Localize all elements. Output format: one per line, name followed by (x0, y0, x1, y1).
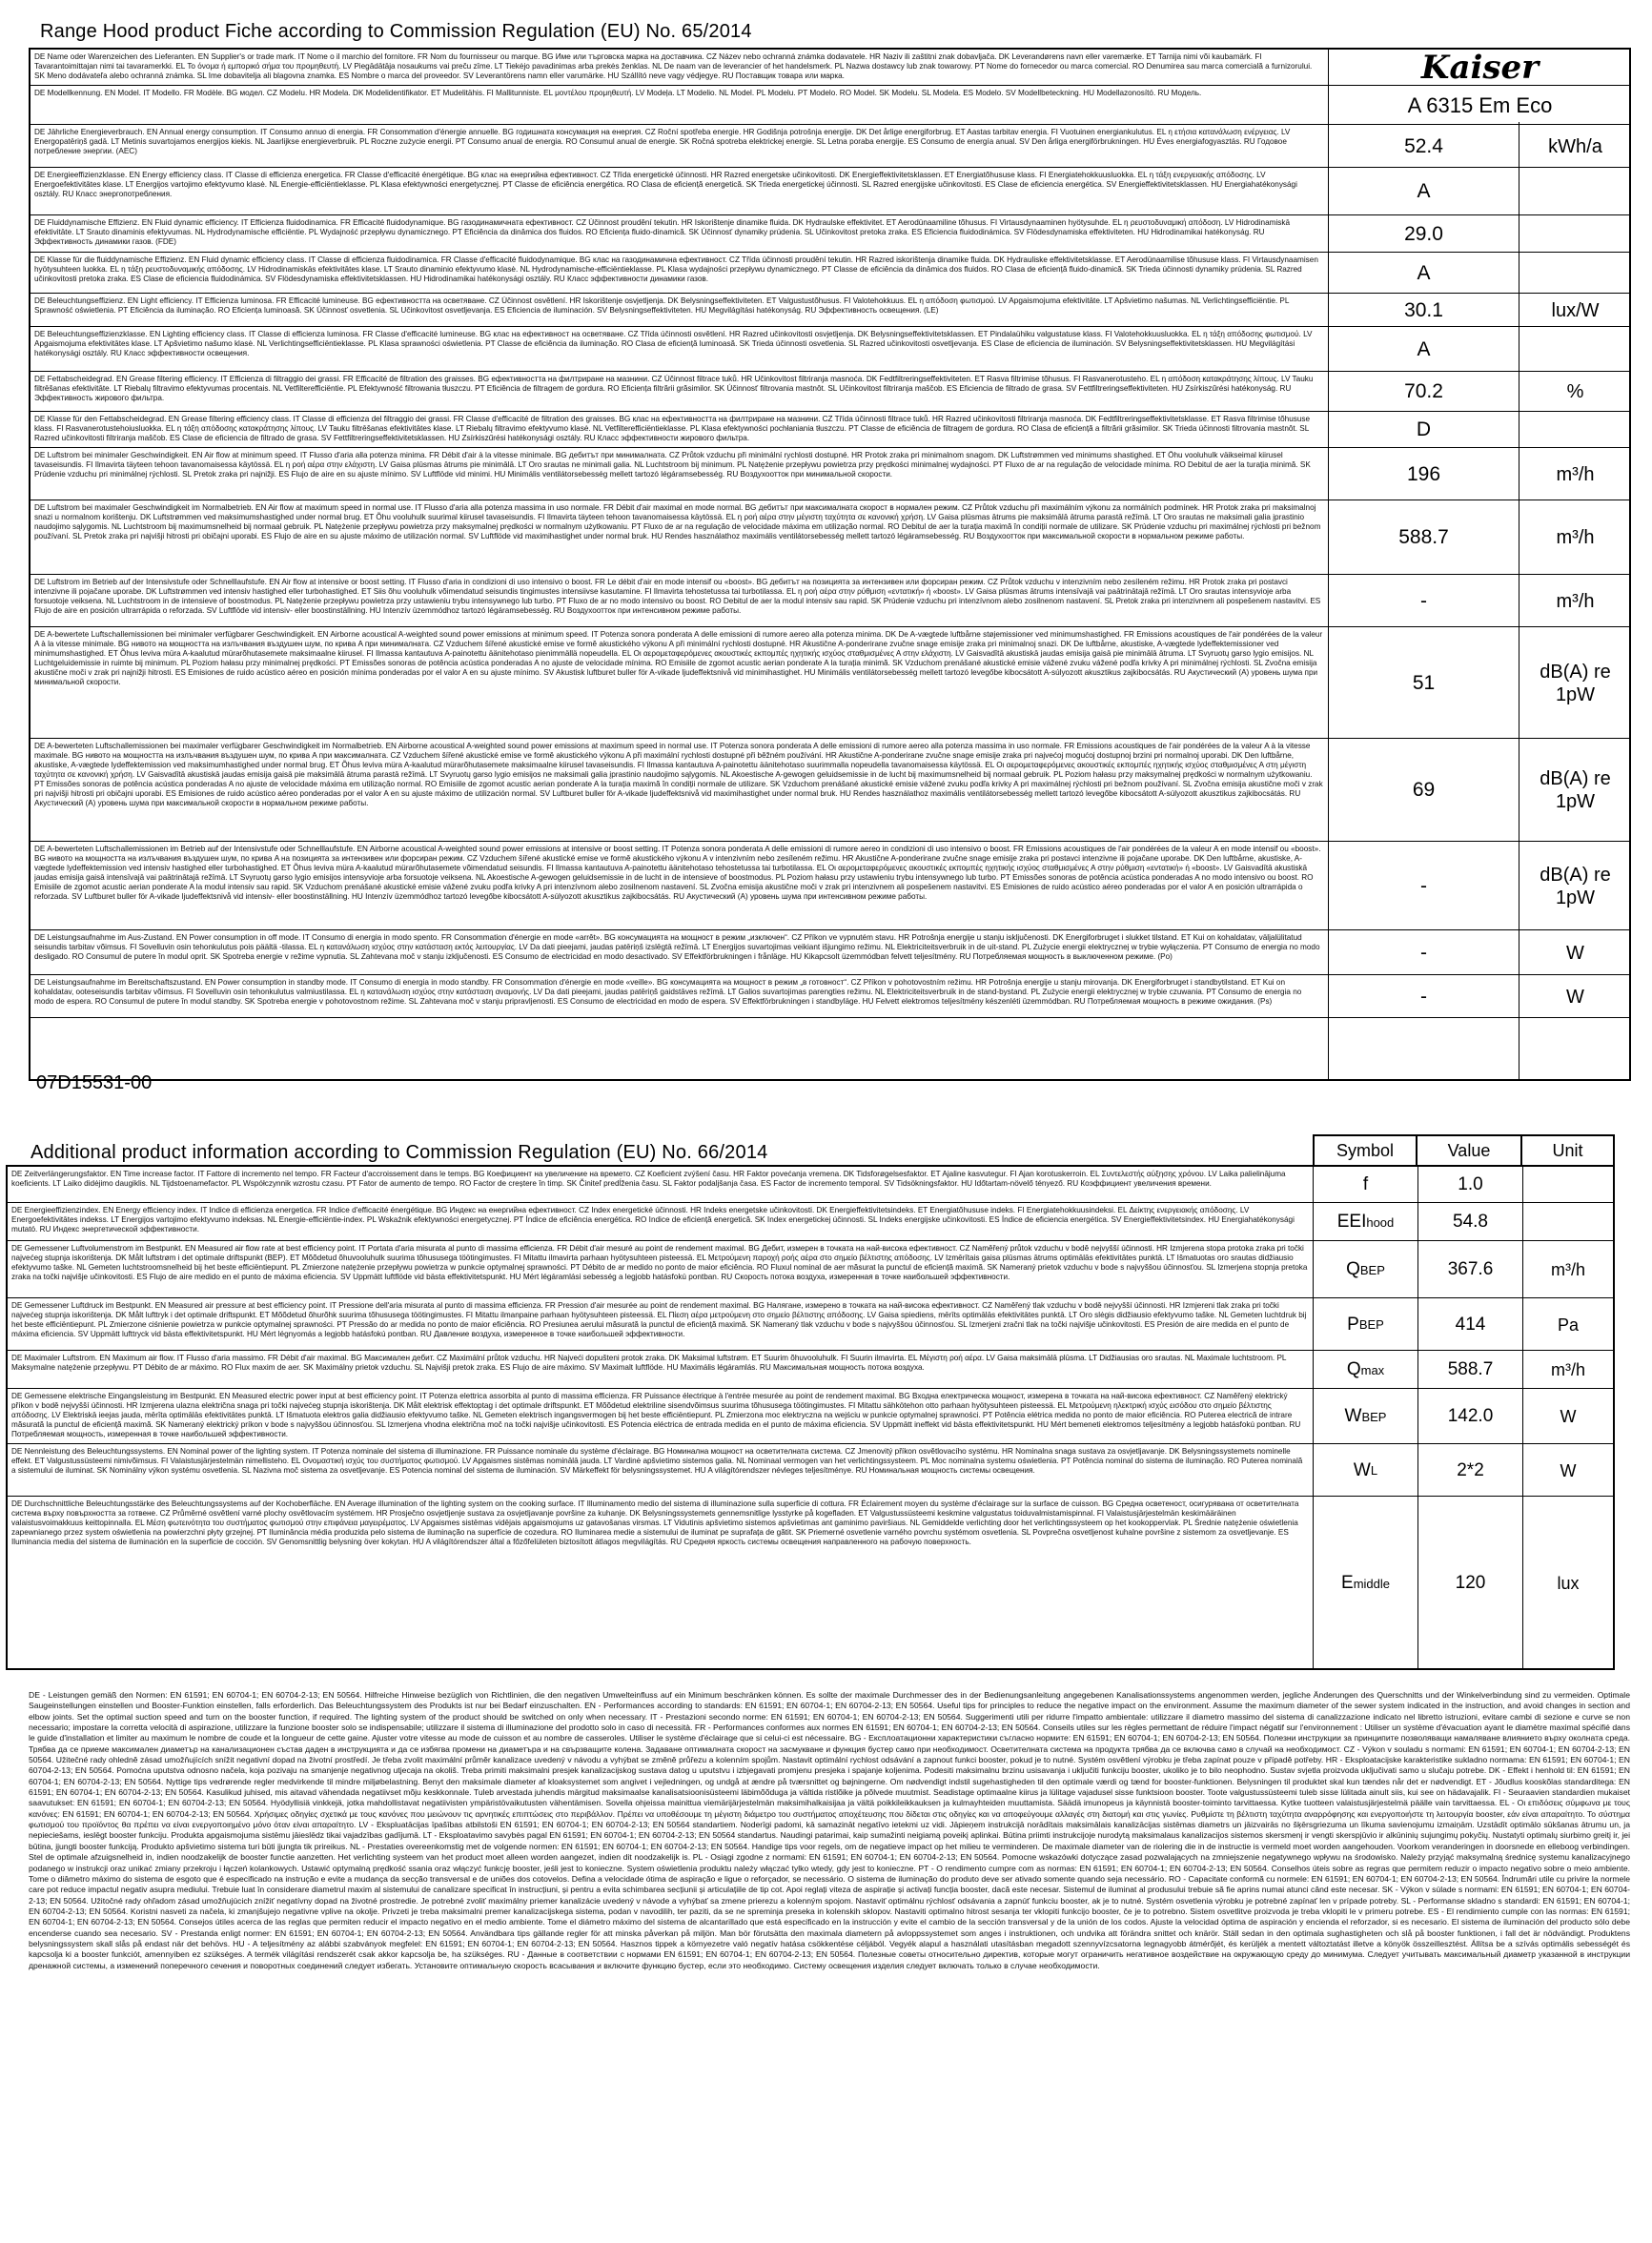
additional-symbol (1314, 1203, 1417, 1241)
fiche-row (31, 448, 1629, 500)
model-name: A 6315 Em Eco (1407, 92, 1553, 117)
additional-unit (1523, 1203, 1613, 1241)
additional-symbol (1314, 1351, 1417, 1389)
additional-symbol (1314, 1241, 1417, 1298)
fiche-row (31, 168, 1629, 215)
fiche-row (31, 327, 1629, 372)
fiche-row-description: DE Energieeffizienzklasse. EN Energy efficiency class. IT Classe di efficienza energetica. FR Classe d'efficacité énergétique. BG клас на енергийна ефективност. CZ Třída energetické účinnosti. HR Razred energetske učinkovitosti. DK Energieffektivitetsklassen. ET Energiatõhususe klass. FI Energiatehokkuusluokka. EL η τάξη ενεργειακής απόδοσης. LV Energoefektivitātes klase. LT Energijos vartojimo efektyvumo klasė. NL Energie-efficiëntieklasse. PL Klasa efektywności energetycznej. PT Classe de eficiência energética. RO Clasa de eficiență energetică. SK Trieda energetickej účinnosti. SL Razred energijske učinkovitosti. ES Clase de eficiencia energética. SV Energieffektivitetsklassen. HU Energiahatékonysági osztály. RU Класс энергопотребления. (34, 171, 1297, 198)
symbol-subscript: hood (1366, 1214, 1395, 1230)
symbol-main: W (1353, 1459, 1371, 1480)
fiche-unit: W (1566, 986, 1584, 1008)
additional-row-description: DE Energieeffizienzindex. EN Energy efficiency index. IT Indice di efficienza energetica. FR Indice d'efficacité énergétique. BG Индекс на енергийна ефективност. CZ Index energetické účinnosti. HR Indeks energetske učinkovitosti. DK Energieffektivitetsindeks. ET Energiatõhususe indeks. FI Energiatehokkuusindeksi. EL Δείκτης ενεργειακής απόδοσης. LV Energoefektivitātes indekss. LT Energijos vartojimo efektyvumo indeksas. NL Energie-efficiëntie-index. PL Wskaźnik efektywności energetycznej. PT Índice de eficiência energética. RO Indice de eficiență energetică. SK Index energetickej účinnosti. SL Indeks energijske učinkovitosti. ES Índice de eficiencia energética. SV Energieffektivitetsindex. HU Energiahatékonysági mutató. RU Индекс энергетической эффективности. (11, 1206, 1295, 1234)
fiche-title: Range Hood product Fiche according to Commission Regulation (EU) No. 65/2014 (40, 21, 752, 42)
additional-unit (1523, 1167, 1613, 1203)
fiche-value: - (1420, 874, 1427, 897)
fiche-unit: % (1566, 381, 1584, 402)
additional-unit: m³/h (1551, 1260, 1585, 1279)
fiche-row (31, 86, 1629, 125)
additional-row (8, 1298, 1613, 1351)
fiche-row (31, 215, 1629, 253)
fiche-unit (1519, 168, 1631, 215)
brand-logo: Kaiser (1420, 49, 1540, 87)
additional-row (8, 1241, 1613, 1298)
fiche-unit: dB(A) re 1pW (1540, 661, 1611, 705)
symbol-subscript: L (1370, 1463, 1378, 1478)
fiche-unit: m³/h (1556, 463, 1595, 485)
fiche-value: 588.7 (1398, 526, 1449, 548)
fiche-unit (1519, 327, 1631, 372)
fiche-row-description: DE A-bewerteten Luftschallemissionen bei maximaler verfügbarer Geschwindigkeit im Normalbetrieb. EN Airborne acoustical A-weighted sound power emissions at maximum speed in normal use. IT Potenza sonora ponderata A delle emissioni di rumore aereo alla potenza massima in uso normale. FR Emissions acoustiques de l'air pondérées de la valeur A à la vitesse maximale. BG нивото на мощността на излъчвания въздушен шум, по крива A при максималната. CZ Vzduchem šířené akustické emise ve formě akustického výkonu A při maximální rychlosti dostupné při běžném používání. HR Akustične A-ponderirane zvučne snage emisije zraka pri najvećoj mogućoj dostupnoj brzini pri normalnoj uporabi. DK Den luftbårne, akustiske, A-vægtede lydeffektemission ved maksimumhastighed under normal brug. ET Õhus leviva müra A-kaalutud mürarõhutasemete maksimaalne kiirusel tavaseisundis. FI Ilmassa kantautuva A-painotettu äänitehotaso suurimmalla nopeudella tavanomaisessa käytössä. EL Οι αερομεταφερόμενες ακουστικές εκπομπές ηχητικής ισχύος σταθμισμένες Α στη μέγιστη ταχύτητα σε κανονική χρήση. LV Gaisvadītā akustiskā jaudas emisija gaisā pie maksimālā ātruma parastā režīmā. LT Svyruotų garso lygio emisijos ne maksimali galia įprastinio naudojimo sąlygomis. NL Akoestische A-gewogen geluidsemissie in de lucht bij maximumsnelheid bij normaal gebruik. PL Poziom hałasu przy maksymalnej prędkości w normalnym użytkowaniu. PT Emissões sonoras de potência acústica ponderadas A no ajuste de velocidade máxima em utilização normal. RO Emisiile de zgomot acustic aerian ponderate A la turația maximă în condiții normale de utilizare. SK Vzduchom prenášané akustické emisie vážené zvuku podľa krivky A pri maximálnej rýchlosti pri bežnom používaní. SL Zvočna emisija akustične moči v zrak pri najvišji hitrosti pri običajni uporabi. ES Emisiones de ruido acústico aéreo ponderadas por el valor A en su ajuste máximo de utilización normal. SV Luftburet buller för A-vikade ljudeffektsnivå vid maximihastighet under normal bruk. HU Rendes használathoz maximális ventilátorsebesség mellett tartozó levegőbe kibocsátott A-súlyozott akusztikus zajkibocsátás. RU Акустический (A) уровень шума при максимальной скорости в нормальном режиме работы. (34, 742, 1323, 807)
additional-unit: W (1560, 1407, 1577, 1426)
fiche-row-description: DE Name oder Warenzeichen des Lieferanten. EN Supplier's or trade mark. IT Nome o il marchio del fornitore. FR Nom du fournisseur ou marque. BG Име или търговска марка на доставчика. CZ Název nebo ochranná známka dodavatele. HR Naziv ili zaštitni znak dobavljača. DK Leverandørens navn eller varemærke. ET Tarnija nimi või kaubamärk. FI Tavarantoimittajan nimi tai tavaramerkki. EL Το όνομα ή εμπορικό σήμα του προμηθευτή. LV Piegādātāja nosaukums vai preču zīme. LT Tiekėjo pavadinimas arba prekės ženklas. NL De naam van de leverancier of het handelsmerk. PL Nazwa dostawcy lub znak towarowy. PT Nome do fornecedor ou marca comercial. RO Denumirea sau marca comercială a furnizorului. SK Meno dodávateľa alebo ochranná známka. SL Ime dobavitelja ali blagovna znamka. ES Nombre o marca del proveedor. SV Leverantörens namn eller varumärke. HU Szállító neve vagy védjegye. RU Поставщик товара или марка. (34, 52, 1313, 80)
additional-value: 120 (1455, 1573, 1486, 1593)
fiche-row (31, 627, 1629, 739)
fiche-row-description: DE Klasse für die fluiddynamische Effizienz. EN Fluid dynamic efficiency class. IT Classe di efficienza fluidodinamica. FR Classe d'efficacité fluidodynamique. BG клас на газодинамична ефективност. CZ Třída účinnosti proudění tekutin. HR Razred iskorištenja dinamike fluida. DK Hydrauliske effektivitetsklasse. ET Aerodünaamilise tõhususe klass. FI Virtausdynaamisen hyötysuhteen luokka. EL η τάξη ρευστοδυναμικής απόδοσης. LV Hidrodinamiskās efektivitātes klase. LT Srauto dinaminio efektyvumo klasė. NL Hydrodynamische-efficiëntieklasse. PL Klasa wydajności przepływu dynamicznego. PT Classe de eficiência da dinâmica dos fluidos. RO Clasa de eficiență fluido-dinamică. SK Trieda účinnosti dynamiky prúdenia. SL Razred učinkovitosti pretoka zraka. ES Clase de eficiencia fluidodinámica. SV Flödesdynamiska effektivitetsklassen. HU Hidrodinamikai hatékonysági osztály. RU Класс эффективности динамики газов. (34, 255, 1318, 283)
additional-unit: m³/h (1551, 1360, 1585, 1379)
symbol-main: P (1347, 1314, 1359, 1335)
additional-value: 1.0 (1458, 1174, 1483, 1194)
symbol-main: f (1362, 1174, 1369, 1194)
fiche-row (31, 50, 1629, 86)
fiche-value: 30.1 (1404, 298, 1443, 321)
header-symbol: Symbol (1313, 1134, 1417, 1167)
fiche-row (31, 842, 1629, 930)
fiche-value: D (1416, 418, 1432, 440)
symbol-subscript: max (1360, 1362, 1385, 1377)
fiche-row (31, 412, 1629, 448)
standards-notes: DE - Leistungen gemäß den Normen: EN 61591; EN 60704-1; EN 60704-2-13; EN 50564. Hilfreiche Hinweise bezüglich von Richtlinien, die den negativen Umwelteinfluss auf ein Minimum beschränken können. Es sollte der maximale Durchmesser des in der Bedienungsanleitung angegebenen Kanalisationssystems angenommen werden, jegliche Änderungen des Querschnitts und der Winkelverbindung sind zu vermeiden. Optimale Saugeinstellungen einstellen und Booster-Funktion einstellen, falls erforderlich. Das Beleuchtungssystem des Produkts ist nur bei Bedarf einzuschalten. EN - Performances according to standards: EN 61591; EN 60704-1; EN 60704-2-13; EN 50564. Useful tips for principles to reduce the negative impact on the environment. Assume the maximum diameter of the sewer system indicated in the instruction, and avoid changes in section and elbow joints. Set the optimal suction speed and turn on the booster function, if required. The lighting system of the product should be switched on only when necessary. IT - Prestazioni secondo norme: EN 61591; EN 60704-1; EN 60704-2-13; EN 50564. Suggerimenti utili per ridurre l'impatto ambientale: utilizzare il diametro massimo del sistema di canalizzazione indicato nel libretto istruzioni, evitare cambi di sezione e curve se non necessario; impostare la corretta velocità di aspirazione, utilizzare la funzione booster solo se indispensabile; utilizzare il sistema di illuminazione del prodotto solo in caso di necessità. FR - Performances conformes aux normes EN 61591; EN 60704-1; EN 60704-2-13; EN 50564. Conseils utiles sur les règles permettant de réduire l'impact négatif sur l'environnement : Utiliser un système d'évacuation ayant le diamètre maximal spécifié dans le guide d'installation et limiter au maximum le nombre de coude et la longueur de cette gaine. Ajuster votre vitesse au mode de cuisson et au nombre de casseroles. Utiliser le système d'éclairage que si celui-ci est nécessaire. BG - Експлоатационни характеристики съгласно нормите: EN 61591; EN 60704-1; EN 60704-2-13; EN 50564. Полезни инструкции за принципите позволяващи намаляване влиянието върху околната среда. Трябва да се приеме максимален диаметър на канализационен състав даден в инструкцията и да се избягва промени на диаметъра и на свързващите колена. Задаване оптималната скорост на засмукване и функция бустер само при необходимост. Осветителната система на продукта трябва да се включва само в случай на необходимост. CZ - Výkon v souladu s normami: EN 61591; EN 60704-1; EN 60704-2-13; EN 50564. Užitečné rady ohledně zásad umožňujících snížit negativní dopad na životní prostředí. Je třeba zvolit maximální průměr kanalizace uvedený v návodu a vyhýbat se změně průřezu a kolenním spojům. Nastavit optimální rychlost odsávání a zapnout funkci booster, pokud je to nutné. Systém osvětlení výrobku je třeba zapínat pouze v případě potřeby. HR - Eksploatacijske karakteristike sukladno normama: EN 61591; EN 60704-1; EN 60704-2-13; EN 50564. Pomoćna uputstva odnosno načela, koja pozivaju na smanjenje negativnog utjecaja na okoliš. Treba primiti maksimalni presjek kanalizacijskog sustava datog u uputstvu i izbjegavati promjenu presjeka i spajanje koljenima. Podesiti maksimalnu brzinu usisavanja i uključiti funkciju booster, ukoliko je to bilo neophodno. Sustav svjetla proizvoda uključivati samo u slučaju potrebe. DK - Effekt i henhold til: EN 61591; EN 60704-1; EN 60704-2-13; EN 50564. Nyttige tips vedrørende regler medvirkende til mindre miljøbelastning. Benyt den maksimale diameter af kloaksystemet som angivet i vejledningen, og undgå at ændre på tværsnittet og bøjningerne. Om nødvendigt indstil sugehastigheden til den optimale værdi og tænd for booster-funktionen. Belysningen til produktet skal kun tændes når det er nødvendigt. ET - Jõudlus kooskõlas standarditega: EN 61591; EN 60704-1; EN 60704-2-13; EN 50564. Kasulikud juhised, mis aitavad vähendada negatiivset mõju keskkonnale. Tuleb arvestada juhendis märgitud maksimaalse kanalisatsioonisüsteemi läbimõõduga ja vältida ristlõike ja põlvede muutmist. Seadistage optimaalne kiirus ja lülitage vajadusel sisse funktsioon booster. Toote valgustussüsteemi tuleb sisse lülitada ainult siis, kui see on hädavajalik. FI - Seuraavien standardien mukaiset saavutukset: EN 61591; EN 60704-1; EN 60704-2-13; EN 50564. Hyödyllisiä vinkkejä, jotka mahdollistavat negatiivisten ympäristövaikutusten vähentämisen. Sovella ohjeissa mainittua viemärijärjestelmän maksimihalkaisijaa ja vältä poikkileikkauksen ja kulmayhteiden muuttamista. Säädä imunopeus ja käynnistä booster-toiminto tarvittaessa. Kytke tuotteen valaistusjärjestelmä päälle vain tarvittaessa. EL - Οι επιδόσεις σύμφωνα με τους κανόνες: EN 61591; EN 60704-1; EN 60704-2-13; EN 50564. Χρήσιμες οδηγίες σχετικά με τους κανόνες που μειώνουν τις αρνητικές επιπτώσεις στο περιβάλλον. Πρέπει να υποθέσουμε τη μέγιστη διάμετρο του συστήματος αποχέτευσης που δίδεται στις οδηγίες και να αποφεύγουμε αλλαγές στη διατομή και στις γωνίες. Ρυθμίστε τη βέλτιστη ταχύτητα αναρρόφησης και ενεργοποιήστε τη λειτουργία booster, εάν είναι απαραίτητο. Το σύστημα φωτισμού του προϊόντος θα πρέπει να είναι ενεργοποιημένο μόνο όταν είναι απαραίτητο. LV - Ekspluatācijas īpašības atbilstoši EN 61591; EN 60704-1; EN 60704-2-13; EN 50564 standartiem. Noderīgi padomi, kā samazināt negatīvo ietekmi uz vidi. Jāpieņem instrukcijā norādītais maksimālais kanalizācijas sistēmas diametrs un jāizvairās no šķērsgriezuma un līkuma savienojumu izmaiņām. Uzstādīt optimālo sūkšanas ātrumu un, ja nepieciešams, ieslēgt booster funkciju. Produkta apgaismojuma sistēmu jāieslēdz tikai vajadzības gadījumā. LT - Eksploatavimo savybės pagal EN 61591; EN 60704-1; EN 60704-2-13; EN 50564 standartus. Naudingi patarimai, kaip sumažinti neigiamą poveikį aplinkai. Būtina priimti instrukcijoje nurodytą maksimalaus kanalizacijos sistemos skersmenį ir vengti skerspjūvio ir alkūninių sujungimų pokyčių. Nustatyti optimalų siurbimo greitį ir, jei būtina, įjungti booster funkciją. Produkto apšvietimo sistema turi būti įjungta tik prireikus. NL - Prestaties overeenkomstig met de volgende normen: EN 61591; EN 60704-1; EN 60704-2-13; EN 50564. Handige tips voor regels, om de negatieve impact op het milieu te verminderen. De maximale diameter van de riolering die in de instructie is vermeld moet worden aangehouden. Voorkom veranderingen in doorsnede en elleboog verbindingen. Stel de optimale afzuigsnelheid in, indien noodzakelijk de booster functie aanzetten. Het verlichting systeem van het product moet alleen worden aangezet, indien dit noodzakelijk is. PL - Osiągi zgodne z normami: EN 61591; EN 60704-1; EN 60704-2-13; EN 50564. Pomocne wskazówki dotyczące zasad pozwalających na zmniejszenie negatywnego wpływu na środowisko. Należy przyjąć maksymalną średnicę systemu kanalizacyjnego podanego w instrukcji oraz unikać zmiany przekroju i łączeń kolankowych. Ustawić optymalną prędkość ssania oraz włączyć funkcję booster, jeśli jest to konieczne. System oświetlenia produktu należy włączać tylko wtedy, gdy jest to konieczne. PT - O rendimento cumpre com as normas: EN 61591; EN 60704-1; EN 60704-2-13; EN 50564. Conselhos úteis sobre as regras que permitem reduzir o impacto negativo sobre o meio ambiente. Tome o diâmetro máximo do sistema de esgoto que é especificado na instrução e evite a mudança da secção transversal e de uniões dos cotovelos. Defina a velocidade ótima de aspiração e ligue o reforçador, se necessário. O sistema de iluminação do produto deve ser ativado somente quando seja necessário. RO - Capacitate conformă cu normele: EN 61591; EN 60704-1; EN 60704-2-13; EN 50564. Îndrumări utile cu privire la normele care pot reduce impactul negativ asupra mediului. Trebuie luat în considerare diametrul maxim al sistemului de canalizare specificat în instrucțiuni, și pentru a evita schimbarea secțiunii și articulațiile de tip cot. Apoi reglați viteza de aspirație și activați funcția booster, dacă este necesar. Sistemul de iluminat al produsului trebuie să fie aprins numai atunci când este necesar. SK - Výkon v súlade s normami: EN 61591; EN 60704-1; EN 60704-2-13; EN 50564. Užitočné rady ohľadom zásad umožňujúcich znížiť negatívny dopad na životné prostredie. Je potrebné zvoliť maximálny priemer kanalizácie uvedený v návode a vyhýbať sa zmene prierezu a kolenným spojom. Nastaviť optimálnu rýchlosť odsávania a zapnúť funkciu booster, ak je to nutné. Systém osvetlenia výrobku je potrebné zapínať len v prípade potreby. SL - Performanse skladno s standardi: EN 61591; EN 60704-1; EN 60704-2-13; EN 50564. Koristni nasveti za načela, ki zmanjšujejo negativne vplive na okolje. Privzeti je treba maksimalni premer kanalizacijskega sistema, podan v navodilih, ter paziti, da se ne spreminja preseka in kolenskih sklopov. Nastaviti optimalno hitrost sesanja ter vklopiti funkcijo booster, če je to potrebno. Sistem osvetlitve proizvoda je treba vklopiti le v primeru potrebe. ES - El rendimiento cumple con las normas: EN 61591; EN 60704-1; EN 60704-2-13; EN 50564. Consejos útiles acerca de las reglas que permiten reducir el impacto negativo en el medio ambiente. Tome el diámetro máximo del sistema de alcantarillado que está especificado en la instrucción y evite el cambio de la sección transversal y de la unión de los codos. Ajuste la velocidad óptima de aspiración y encienda el reforzador, si es necesario. El sistema de iluminación del producto sólo debe encenderse cuando sea necesario. SV - Prestanda enligt normer: EN 61591; EN 60704-1; EN 60704-2-13; EN 50564. Användbara tips gällande regler för att minska påverkan på miljön. Man bör förutsätta den maximala diametern på avloppssystemet som anges i instruktionen, och undvika att förändra snittet och knärör. Ställ sedan in den optimala sughastigheten och slå på booster funktionen, i fall det är nödvändigt. Produktens belysningssystem skall slås på endast när det behövs. HU - A teljesítmény az alábbi szabványok megfelel: EN 61591; EN 60704-1; EN 60704-2-13; EN 50564. Hasznos tippek a környezetre való negatív hatása csökkentése céljából. Vegyék alapul a használati utasításban megadott szennyvízcsatorna legnagyobb átmérőjét, és kerüljék a mentett változtatást illetve a könyök összeillesztést. Állítsa be a szívás optimális sebességét és kapcsolja ki a booster funkciót, amennyiben ez szükséges. A termék világítási rendszerét csak akkor kapcsolja be, ha szükséges. RU - Данные в соответствии с нормами EN 61591; EN 60704-1; EN 60704-2-13; EN 50564. Полезные советы относительно директив, которые могут ограничить негативное воздействие на окружающую среду до минимума. Следует учитывать максимальный диаметр указанной в инструкции дренажной системы, а изменений поперечного сечения и поворотных соединений следует избегать. Установите оптимальную скорость всасывания и включите функцию бустер, если это необходимо. Систему освещения изделия следует включать только в случае необходимости. (29, 1690, 1630, 1970)
fiche-value: A (1417, 337, 1431, 360)
fiche-row (31, 125, 1629, 168)
additional-table (6, 1165, 1615, 1670)
fiche-row-description: DE Luftstrom im Betrieb auf der Intensivstufe oder Schnelllaufstufe. EN Air flow at intensive or boost setting. IT Flusso d'aria in condizioni di uso intensivo o boost. FR Le débit d'air en mode intensif ou «boost». BG дебитът на позицията за интензивен или форсиран режим. CZ Průtok vzduchu v intenzivním nebo zesíleném režimu. HR Protok zraka pri postavci intenzivne ili pojačane uporabe. DK Luftstrømmen ved intensiv hastighed eller turbohastighed. ET Siis õhu vooluhulk võimendatud seisundis tingimustes intensiivse kasutamine. FI Ilmavirta tehostetussa tai turbotilassa. EL η ροή αέρα στην ρύθμιση «εντατική» ή «boost». LV Gaisa plūsmas ātrums intensīvajā vai paātrinātajā režīmā. LT Oro srautas intensyvioje arba forsuotoje veiksena. NL Luchtstroom in de intensieve of boostmodus. PL Natężenie przepływu powietrza przy ustawieniu trybu intensywnego lub turbo. PT Fluxo de ar no modo intensivo ou boost. RO Debitul de aer la modul intensiv sau rapid. SK Prúdenie vzduchu pri intenzívnom alebo zosilnenom nastavení. SL Pretok zraka pri intenzivnem ali pospešenem nastavitvi. ES Flujo de aire en posición ultrarrápida o reforzada. SV Luftflöde vid intensiv- eller boostinställning. HU Intenzív üzemmódhoz tartozó légáramsebesség. RU Воздухоотток при интенсивном режиме работы. (34, 578, 1321, 615)
symbol-main: EEI (1336, 1212, 1367, 1232)
fiche-value: - (1420, 985, 1427, 1008)
symbol-main: E (1341, 1573, 1354, 1593)
header-unit: Unit (1520, 1134, 1615, 1167)
additional-row-description: DE Zeitverlängerungsfaktor. EN Time increase factor. IT Fattore di incremento nel tempo. FR Facteur d'accroissement dans le temps. BG Коефициент на увеличение на времето. CZ Koeficient zvýšení času. HR Faktor povećanja vremena. DK Tidsforøgelsesfaktor. ET Ajaline kasvutegur. FI Ajan korotuskerroin. EL Συντελεστής αύξησης χρόνου. LV Laika palielinājuma koeficients. LT Laiko didėjimo daugiklis. NL Tijdstoenamefactor. PL Współczynnik wzrostu czasu. PT Fator de aumento de tempo. RO Factor de creștere în timp. SK Činiteľ predĺženia času. SL Faktor podaljšanja časa. ES Factor de incremento temporal. SV Tidsökningsfaktor. HU Időtartam-növelő tényező. RU Коэффициент увеличения времени. (11, 1170, 1286, 1188)
additional-value: 2*2 (1457, 1459, 1484, 1480)
fiche-unit: lux/W (1551, 299, 1600, 321)
fiche-row (31, 930, 1629, 975)
fiche-unit (1519, 253, 1631, 294)
additional-row (8, 1389, 1613, 1444)
additional-title: Additional product information according to Commission Regulation (EU) No. 66/2014 (31, 1142, 768, 1163)
symbol-subscript: middle (1353, 1576, 1390, 1591)
additional-row (8, 1444, 1613, 1497)
header-value: Value (1416, 1134, 1522, 1167)
fiche-row (31, 739, 1629, 842)
fiche-value: A (1417, 261, 1431, 284)
fiche-row-description: DE Modellkennung. EN Model. IT Modello. FR Modèle. BG модел. CZ Modelu. HR Modela. DK Modelidentifikator. ET Mudelitähis. FI Mallitunniste. EL μοντέλου προμηθευτή. LV Modeļa. LT Modelio. NL Model. PL Modelu. PT Modelo. RO Model. SK Modelu. SL Modela. ES Modelo. SV Modellbeteckning. HU Modellazonosító. RU Модель. (34, 89, 1202, 97)
fiche-unit: dB(A) re 1pW (1540, 768, 1611, 812)
fiche-row-description: DE Klasse für den Fettabscheidegrad. EN Grease filtering efficiency class. IT Classe di efficienza del filtraggio dei grassi. FR Classe d'efficacité de filtration des graisses. BG клас на ефективността на филтриране на мазнини. CZ Třída účinnosti filtrace tuků. HR Razred učinkovitosti filtriranja masnoća. DK Fedtfiltreringseffektivitetsklasse. ET Rasva filtrimise tõhususe klass. FI Rasvanerotustehoiusluokka. EL η τάξη απόδοσης κατακράτησης λίπους. LV Tauku filtrēšanas efektivitātes klase. LT Riebalų filtravimo efektyvumo klasė. NL Vetfilterefficiëntieklasse. PL Klasa efektywności pochłaniania tłuszczu. PT Classe de eficiência de filtragem de gordura. RO Clasa de eficiență a filtrării grăsimilor. SK Trieda účinnosti filtrovania mastnôt. SL Razred učinkovitosti filtriranja maščob. ES Clase de eficiencia de filtrado de grasa. SV Fettfiltreringseffektivitetsklassen. HU Zsírkiszűrési hatékonysági osztály. RU Класс эффективности жирового фильтра. (34, 415, 1311, 442)
additional-unit: Pa (1557, 1315, 1580, 1335)
document-number: 07D15531-00 (36, 1072, 153, 1093)
fiche-row (31, 575, 1629, 627)
fiche-unit: m³/h (1556, 590, 1595, 612)
fiche-value: 196 (1406, 462, 1441, 485)
fiche-row (31, 372, 1629, 412)
fiche-value: 51 (1412, 671, 1436, 694)
fiche-unit (1519, 412, 1631, 448)
additional-row (8, 1203, 1613, 1241)
additional-value: 414 (1455, 1314, 1486, 1335)
additional-value: 54.8 (1453, 1212, 1488, 1232)
fiche-row-description: DE A-bewertete Luftschallemissionen bei minimaler verfügbarer Geschwindigkeit. EN Airborne acoustical A-weighted sound power emissions at minimum speed. IT Potenza sonora ponderata A delle emissioni di rumore aereo alla potenza minima. DK De A-vægtede luftbårne støjemissioner ved minimumshastighed. FR Emissions acoustiques de l'air pondérées de la valeur A à la vitesse minimale. BG нивото на мощността на излъчвания въздушен шум, по крива A при минималната. CZ Vzduchem šířené akustické emise ve formě akustického výkonu A při minimální rychlosti dostupné. HR Akustične A-ponderirane zvučne snage emisije zraka pri minimalnoj snazi. DK De luftbårne, akustiske, A-vægtede lydeffektemissioner ved minimumshastighed. ET Õhus leviva müra A-kaalutud mürarõhutasemete maksimaalne kiirusel. FI Ilmassa kantautuva A-painotettu äänitehotaso pienimmällä nopeudella. EL Οι αερομεταφερόμενες ακουστικές εκπομπές ηχητικής ισχύος σταθμισμένες Α στην ελάχιστη. LV Gaisvadītā akustiskā jaudas emisija gaisā pie minimālā ātruma. LT Svyruotų garso lygio emisijos. NL Luchtgeluidemissie in ruimte bij minimum. PL Poziom hałasu przy minimalnej prędkości. PT Emissões sonoras de potência acústica ponderadas A no ajuste de velocidade mínima. RO Emisiile de zgomot acustic aerian ponderate A la turația minimă. SK Vzduchom prenášané akustické emisie vážené zvuku vážené podľa krivky A pri minimálnej rýchlosti. SL Zvočna emisija akustične moči v zrak pri najnižji hitrosti. ES Emisiones de ruido acústico aéreo en posición mínima ponderadas por el valor A en su ajuste mínimo. SV Akustisk luftburet buller för A-vikade ljudeffektsnivå vid minimihastighet. HU Minimális ventilátorsebesség mellett tartozó levegőbe kibocsátott A-súlyozott akusztikus zajkibocsátás. RU Акустический (A) уровень шума при минимальной скорости. (34, 630, 1323, 686)
fiche-value: - (1420, 941, 1427, 964)
fiche-row-description: DE Leistungsaufnahme im Bereitschaftszustand. EN Power consumption in standby mode. IT Consumo di energia in modo standby. FR Consommation d'énergie en mode «veille». BG консумацията на мощност в режим „в готовност“. CZ Příkon v pohotovostním režimu. HR Potrošnja energije u stanju mirovanja. DK Energiforbruget i standbytilstand. ET Kui on kohaldatav, ooteseisundis tarbitav võimsus. FI Sovelluvin osin tehonkulutus valmiustilassa. EL η κατανάλωση ισχύος στην κατάσταση αναμονής. LV Da dati pieejami, jaudas patēriņš gaidstāves režīmā. LT Galios suvartojimas parengties režimu. NL Elektriciteitsverbruik in de stand-bystand. PL Zużycie energii elektrycznej w trybie czuwania. PT Consumo de energia no modo de espera. RO Consumul de putere în modul standby. SK Spotreba energie v pohotovostnom režime. SL Zahtevana moč v stanju pripravljenosti. ES Consumo de electricidad en modo de espera. SV Effektförbrukningen i standbyläge. HU Felvett elektromos teljesítmény készenléti üzemmódban. RU Потребляемая мощность в режиме ожидания. (Ps) (34, 978, 1302, 1006)
fiche-row (31, 975, 1629, 1018)
fiche-unit (1519, 215, 1631, 253)
fiche-row-description: DE Luftstrom bei maximaler Geschwindigkeit im Normalbetrieb. EN Air flow at maximum speed in normal use. IT Flusso d'aria alla potenza massima in uso normale. FR Débit d'air maximal en mode normal. BG дебитът при максималната скорост в нормален режим. CZ Průtok vzduchu při maximálním výkonu za normálních podmínek. HR Protok zraka pri maksimalnoj snazi u normalnom korištenju. DK Luftstrømmen ved maksimumshastighed under normal brug. ET Õhu vooluhulk suurimal kiirusel tavaseisundis. FI Ilmavirta täyteen tehoon tavanomaisessa käytössä. EL η ροή αέρα στην μέγιστη ταχύτητα σε κανονική χρήση. LV Gaisa plūsmas ātrums pie maksimālā ātruma parastā režīmā. LT Oro srautas ne maksimali galia įprastinio naudojimo sąlygomis. NL Luchtstroom bij maximumsnelheid bij normaal gebruik. PL Natężenie przepływu powietrza przy maksymalnej prędkości w normalnym użytkowaniu. PT Fluxo de ar na regulação de velocidade máxima em utilização normal. RO Debitul de aer la turația maximă în condiții normale de utilizare. SK Prúdenie vzduchu pri maximálnej rýchlosti pri bežnom používaní. SL Pretok zraka pri najvišji hitrosti pri običajni uporabi. ES Flujo de aire en su ajuste máximo de utilización normal. SV Luftflöde vid maximihastighet under normal bruk. HU Rendes használathoz maximális ventilátorsebesség mellett tartozó légáramsebesség. RU Воздухоотток при максимальной скорости в нормальном режиме работы. (34, 503, 1321, 540)
fiche-row-description: DE A-bewerteten Luftschallemissionen im Betrieb auf der Intensivstufe oder Schnelllaufstufe. EN Airborne acoustical A-weighted sound power emissions at intensive or boost setting. IT Potenza sonora ponderata A delle emissioni di rumore aereo in condizioni di uso intensivo o boost. FR Emissions acoustiques de l'air pondérées de la valeur A en mode intensif ou «boost». BG нивото на мощността на излъчвания въздушен шум, по крива A на позицията за интензивен или форсиран режим. CZ Vzduchem šířené akustické emise ve formě akustického výkonu A v intenzivním nebo zesíleném režimu. HR Akustične A-ponderirane zvučne snage emisije zraka pri postavci intenzivne ili pojačane uporabe. DK Den luftbårne, akustiske, A-vægtede lydeffektemission ved intensiv hastighed eller turbohastighed. ET Õhus leviva müra A-kaalutud mürarõhutasemete võimendatud seisundis. FI Ilmassa kantautuva A-painotettu äänitehotaso tehostetussa tai turbotilassa. EL Οι αερομεταφερόμενες ακουστικές εκπομπές ηχητικής ισχύος σταθμισμένες Α στην ρύθμιση «εντατική» ή «boost». LV Gaisvadītā akustiskā jaudas emisija gaisā intensīvajā vai paātrinātajā režīmā. LT Svyruotų garso lygio emisijos intensyvioje arba forsuotoje veiksena. NL Akoestische A-gewogen geluidsemissie in de lucht in de intensieve of boostmodus. PL Poziom hałasu przy ustawieniu trybu intensywnego lub turbo. PT Emissões sonoras de potência acústica ponderadas A no modo intensivo ou boost. RO Emisiile de zgomot acustic aerian ponderate A la modul intensiv sau rapid. SK Vzduchom prenášané akustické emisie vážené zvuku podľa krivky A pri intenzívnom alebo zosilnenom nastavení. SL Zvočna emisija akustične moči v zrak pri intenzivnem ali pospešenem nastavitvi. ES Emisiones de ruido acústico aéreo ponderadas por el valor A en posición ultrarrápida o reforzada. SV Luftburet buller för A-vikade ljudeffektsnivå vid intensiv- eller boostinställning. HU Intenzív üzemmódhoz tartozó levegőbe kibocsátott A-súlyozott akusztikus zajkibocsátás. RU Акустический (A) уровень шума при интенсивном режиме работы. (34, 845, 1321, 901)
fiche-value: 29.0 (1404, 222, 1443, 245)
fiche-unit: m³/h (1556, 527, 1595, 548)
additional-row-description: DE Maximaler Luftstrom. EN Maximum air flow. IT Flusso d'aria massimo. FR Débit d'air maximal. BG Максимален дебит. CZ Maximální průtok vzduchu. HR Najveći dopušteni protok zraka. DK Maksimal luftstrøm. ET Suurim õhuvooluhulk. FI Suurin ilmavirta. EL Μέγιστη ροή αέρα. LV Gaisa maksimālā plūsma. LT Didžiausias oro srautas. NL Maximale luchtstroom. PL Maksymalne natężenie przepływu. PT Débito de ar máximo. RO Flux maxim de aer. SK Maximálny prietok vzduchu. SL Najvišji pretok zraka. ES Flujo de aire máximo. SV Maximalt luftflöde. HU Maximális légáramlás. RU Максимальная мощность потока воздуха. (11, 1354, 1287, 1372)
fiche-row (31, 294, 1629, 327)
additional-row-description: DE Gemessener Luftdruck im Bestpunkt. EN Measured air pressure at best efficiency point. IT Pressione dell'aria misurata al punto di massima efficienza. FR Pression d'air mesurée au point de rendement maximal. BG Налягане, измерено в точката на най-висока ефективност. CZ Naměřený tlak vzduchu v bodě nejvyšší účinnosti. HR Izmjereni tlak zraka pri točki najvećeg stupnja iskorištenja. DK Målt lufttryk i det optimale driftspunkt. ET Mõõdetud õhurõhk suurima tõhususega töötingimustes. FI Mitattu ilmanpaine parhaan hyötysuhteen pisteessä. EL Πίεση αέρα μετρούμενη στο σημείο βέλτιστης απόδοσης. LV Gaisa spiediens, mērīts optimālās efektivitātes punktā. LT Oro slėgis didžiausio efektyvumo taške. NL Gemeten luchtdruk bij het beste efficiëntiepunt. PL Zmierzone ciśnienie powietrza w punkcie optymalnej sprawności. PT Pressão do ar medida no ponto de maior eficiência. RO Presiunea aerului măsurată la punctul de eficiență maximă. SK Nameraný tlak vzduchu v bode s najvyššou účinnosťou. SL Izmerjeni zračni tlak na točki najvišje učinkovitosti. ES Presión de aire medida en el punto de máxima eficiencia. SV Uppmätt lufttryck vid bästa effektivitetspunkt. HU Mért légnyomás a legjobb hatásfokú pontban. RU Давление воздуха, измеренное в точке наибольшей эффективности. (11, 1301, 1307, 1338)
fiche-value: 70.2 (1404, 380, 1443, 402)
additional-symbol (1314, 1497, 1417, 1670)
additional-symbol (1314, 1167, 1417, 1203)
additional-row-description: DE Gemessener Luftvolumenstrom im Bestpunkt. EN Measured air flow rate at best efficiency point. IT Portata d'aria misurata al punto di massima efficienza. FR Débit d'air mesuré au point de rendement maximal. BG Дебит, измерен в точката на най-висока ефективност. CZ Naměřený průtok vzduchu v bodě nejvyšší účinnosti. HR Izmjerena stopa protoka zraka pri točki najvećeg stupnja iskorištenja. DK Målt luftstrøm i det optimale driftspunkt (BEP). ET Mõõdetud õhuvooluhulk suurima tõhususega töötingimustes. FI Mitattu ilmavirta parhaan hyötysuhteen pisteessä. EL Μετρούμενη παροχή ροής αέρα στο σημείο βέλτιστης απόδοσης. LV Izmērītais gaisa plūsmas ātrums optimālās efektivitātes punktā. LT Išmatuotas oro srautas didžiausio efektyvumo taške. NL Gemeten luchtstroomsnelheid bij het beste efficiëntiepunt. PL Zmierzone natężenie przepływu powietrza w punkcie optymalnej sprawności. PT Débito de ar medido no ponto de maior eficiência. RO Fluxul nominal de aer măsurat la punctul de eficiență maximă. SK Nameraný prietok vzduchu v bode s najvyššou účinnosťou. SL Izmerjena stopnja pretoka zraka na točki najvišje učinkovitosti. ES Flujo de aire medido en el punto de máxima eficiencia. SV Uppmätt luftflöde vid bästa effektivitetspunkt. HU Mért légáramlási sebesség a legjobb hatásfokú pontban. RU Скорость потока воздуха, измеренная в точке наибольшей эффективности. (11, 1244, 1308, 1281)
fiche-row-description: DE Jährliche Energieverbrauch. EN Annual energy consumption. IT Consumo annuo di energia. FR Consommation d'énergie annuelle. BG годишната консумация на енергия. CZ Roční spotřeba energie. HR Godišnja potrošnja energije. DK Det årlige energiforbrug. ET Aastas tarbitav energia. FI Vuotuinen energiankulutus. EL η ετήσια κατανάλωση ενέργειας. LV Energopatēriņš gadā. LT Metinis suvartojamos energijos kiekis. NL Jaarlijkse energieverbruik. PL Roczne zużycie energii. PT Consumo anual de energia. RO Consumul anual de energie. SK Ročná spotreba elektrickej energie. SL Letna poraba energije. ES Consumo de energía anual. SV Den årliga energiförbrukningen. HU Éves energiafogyasztás. RU Годовое потребление энергии. (AEC) (34, 128, 1291, 155)
additional-row-description: DE Nennleistung des Beleuchtungssystems. EN Nominal power of the lighting system. IT Potenza nominale del sistema di illuminazione. FR Puissance nominale du système d'éclairage. BG Номинална мощност на осветителната система. CZ Jmenovitý příkon osvětlovacího systému. HR Nominalna snaga sustava za osvjetljavanje. DK Belysningssystemets nominelle effekt. ET Valgustussüsteemi nimivõimsus. FI Valaistusjärjestelmän nimellisteho. EL Ονομαστική ισχύς του συστήματος φωτισμού. LV Apgaismes sistēmas nominālā jauda. LT Vardinė apšvietimo sistemos galia. NL Nominaal vermogen van het verlichtingssysteem. PL Moc nominalna systemu oświetlenia. PT Potência nominal do sistema de iluminação. RO Puterea nominală a sistemului de iluminat. SK Nominálny výkon systému osvetlenia. SL Nazivna moč sistema za osvetljevanje. ES Potencia nominal del sistema de iluminación. SV Märkeffekt för belysningssystemet. HU A világítórendszer névleges teljesítménye. RU Номинальная мощность системы освещения. (11, 1447, 1303, 1475)
fiche-row-description: DE Luftstrom bei minimaler Geschwindigkeit. EN Air flow at minimum speed. IT Flusso d'aria alla potenza minima. FR Débit d'air à la vitesse minimale. BG дебитът при минималната. CZ Průtok vzduchu při minimální rychlosti dostupné. HR Protok zraka pri minimalnom snagom. DK Luftstrømmen ved minimums shastighed. ET Õhu vooluhulk väikseimal kiirusel tavaseisundis. FI Ilmavirta täyteen tehoon tavanomaisessa käytössä. EL η ροή αέρα στην ελάχιστη. LV Gaisa plūsmas ātrums pie minimālā. LT Oro srautas ne minimali galia. NL Luchtstroom bij minimum. PL Natężenie przepływu powietrza przy prędkości minimalnej wydajności. PT Fluxo de ar na regulação de velocidade mínima. RO Debitul de aer la turația minimă. SK Prúdenie vzduchu pri minimálnej rýchlosti. SL Pretok zraka pri najnižji. ES Flujo de aire en su ajuste mínimo. SV Luftflöde vid minimi. HU Minimális ventilátorsebesség mellett tartozó légáramsebesség. RU Воздухоотток при минимальной скорости. (34, 451, 1311, 479)
fiche-row-description: DE Beleuchtungseffizienzklasse. EN Lighting efficiency class. IT Classe di efficienza luminosa. FR Classe d'efficacité lumineuse. BG клас на ефективност на осветяване. CZ Třída účinnosti osvětlení. HR Razred učinkovitosti osvjetljenja. DK Belysningseffektivitetsklassen. ET Pindalaühiku valgustatuse klass. FI Valotehokkuusluokka. EL η τάξη απόδοσης φωτισμού. LV Apgaismojuma efektivitātes klase. LT Apšvietimo našumo klasė. NL Verlichtingsefficiëntieklasse. PL Klasa sprawności oświetlenia. PT Classe de eficiência da iluminação. RO Clasa de eficiență luminoasă. SK Trieda účinnosti osvetlenia. SL Razred učinkovitosti osvetljevanja. ES Clase de eficiencia de iluminación. SV Belysningseffektivitetsklassen. HU Megvilágítási hatékonysági osztály. RU Класс эффективности освещения. (34, 330, 1313, 357)
additional-value: 367.6 (1447, 1259, 1494, 1279)
additional-row (8, 1167, 1613, 1203)
additional-symbol (1314, 1444, 1417, 1497)
fiche-value: 52.4 (1404, 134, 1443, 157)
symbol-subscript: BEP (1359, 1262, 1385, 1277)
symbol-subscript: BEP (1361, 1409, 1387, 1424)
fiche-value: - (1420, 589, 1427, 612)
additional-symbol (1314, 1298, 1417, 1351)
symbol-main: Q (1346, 1259, 1360, 1279)
fiche-value: A (1417, 180, 1431, 202)
symbol-main: Q (1346, 1359, 1361, 1379)
fiche-row-description: DE Fluiddynamische Effizienz. EN Fluid dynamic efficiency. IT Efficienza fluidodinamica. FR Efficacité fluidodynamique. BG газодинамичната ефективност. CZ Účinnost proudění tekutin. HR Iskorištenje dinamike fluida. DK Hydraulske effektivitet. ET Aerodünaamiline tõhusus. FI Virtausdynaaminen hyötysuhde. EL η ρευστοδυναμική απόδοση. LV Hidrodinamiskā efektivitāte. LT Srauto dinaminis efektyvumas. NL Hydrodynamische efficiëntie. PL Wydajność przepływu dynamicznego. PT Eficiência da dinâmica dos fluidos. RO Eficiența fluido-dinamică. SK Účinnosť dynamiky prúdenia. SL Učinkovitost pretoka zraka. ES Eficiencia fluidodinámica. SV Flödesdynamiska effektiviteten. HU Hidrodinamikai hatékonyság. RU Эффективность динамики газов. (FDE) (34, 218, 1291, 246)
additional-row (8, 1497, 1613, 1670)
symbol-subscript: BEP (1358, 1317, 1384, 1332)
fiche-unit: dB(A) re 1pW (1540, 864, 1611, 908)
fiche-table (29, 48, 1631, 1081)
additional-unit: W (1560, 1460, 1577, 1480)
fiche-row-description: DE Fettabscheidegrad. EN Grease filtering efficiency. IT Efficienza di filtraggio dei grassi. FR Efficacité de filtration des graisses. BG ефективността на филтриране на мазнини. CZ Účinnost filtrace tuků. HR Učinkovitost filtriranja masnoća. DK Fedtfiltreringseffektiviteten. ET Rasva filtrimise tõhusus. FI Rasvanerotusteho. EL η απόδοση κατακράτησης λίπους. LV Tauku filtrēšanas efektivitāte. LT Riebalų filtravimo efektyvumas procentais. NL Vetfilterefficiëntie. PL Efektywność filtrowania tłuszczu. PT Eficiência de filtragem de gordura. RO Eficiența filtrării grăsimilor. SK Účinnosť filtrovania mastnôt. SL Učinkovitost filtriranja maščob. ES Eficiencia de filtrado de grasa. SV Fettfiltreringseffektiviteten. HU Zsírkiszűrési hatékonyság. RU Эффективность жирового фильтра. (34, 375, 1314, 402)
fiche-unit: W (1566, 942, 1584, 964)
additional-unit: lux (1557, 1574, 1580, 1593)
fiche-row-description: DE Beleuchtungseffizienz. EN Light efficiency. IT Efficienza luminosa. FR Efficacité lumineuse. BG ефективността на осветяване. CZ Účinnost osvětlení. HR Iskorištenje osvjetljenja. DK Belysningseffektiviteten. ET Valgustustõhusus. FI Valotehokkuus. EL η απόδοση φωτισμού. LV Apgaismojuma efektivitāte. LT Apšvietimo našumas. NL Verlichtingsefficiëntie. PL Sprawność oświetlenia. PT Eficiência da iluminação. RO Eficiența luminoasă. SK Účinnosť osvetlenia. SL Učinkovitost osvetljevanja. ES Eficiencia de iluminación. SV Belysningseffektiviteten. HU Megvilágítási hatékonyság. RU Эффективность освещения. (LE) (34, 296, 1290, 315)
fiche-row-description: DE Leistungsaufnahme im Aus-Zustand. EN Power consumption in off mode. IT Consumo di energia in modo spento. FR Consommation d'énergie en mode «arrêt». BG консумацията на мощност в режим „изключен“. CZ Příkon ve vypnutém stavu. HR Potrošnja energije u stanju isključenosti. DK Energiforbruget i slukket tilstand. ET Kui on kohaldatav, väljalülitatud seisundis tarbitav võimsus. FI Sovelluvin osin tehonkulutus pois päältä -tilassa. EL η κατανάλωση ισχύος στην κατάσταση εκτός λειτουργίας. LV Da dati pieejami, jaudas patēriņš izslēgtā režīmā. LT Energijos suvartojimas veikiant išjungimo režimu. NL Elektriciteitsverbruik in de uit-stand. PL Zużycie energii elektrycznej w trybie wyłączenia. PT Consumo de energia no modo desligado. RO Consumul de putere în modul oprit. SK Spotreba energie v režime vypnutia. SL Zahtevana moč v stanju izključenosti. ES Consumo de electricidad en modo desactivado. SV Effektförbrukningen i frånläge. HU Kikapcsolt üzemmódban felvett teljesítmény. RU Потребляемая мощность в выключенном режиме. (Po) (34, 933, 1320, 961)
additional-row-description: DE Gemessene elektrische Eingangsleistung im Bestpunkt. EN Measured electric power input at best efficiency point. IT Potenza elettrica assorbita al punto di massima efficienza. FR Puissance électrique à l'entrée mesurée au point de rendement maximal. BG Входна електрическа мощност, измерена в точката на най-висока ефективност. CZ Naměřený elektrický příkon v bodě nejvyšší účinnosti. HR Izmjerena ulazna električna snaga pri točki najvećeg stupnja iskorištenja. DK Målt elektrisk effektoptag i det optimale driftspunkt. ET Mõõdetud elektriline sisendvõimsus suurima tõhususega töötingimustes. FI Mitattu sähkötehon otto parhaan hyötysuhteen pisteessä. EL Μετρούμενη ηλεκτρική ισχύς εισόδου στο σημείο βέλτιστης απόδοσης. LV Elektriskā ieejas jauda, mērīta optimālās efektivitātes punktā. LT Išmatuota elektros galia didžiausio efektyvumo taške. NL Gemeten elektrisch ingangsvermogen bij het beste efficiëntiepunt. PL Zmierzona moc elektryczna na wejściu w punkcie optymalnej sprawności. PT Potência elétrica medida no ponto de maior eficiência. RO Puterea electrică de intrare măsurată la punctul de eficiență maximă. SK Nameraný elektrický príkon v bode s najvyššou účinnosťou. SL Izmerjena vhodna električna moč na točki najvišje učinkovitosti. ES Potencia eléctrica de entrada medida en el punto de máxima eficiencia. SV Uppmätt ineffekt vid bästa effektivitetspunkt. HU Mért bemeneti elektromos teljesítmény a legjobb hatásfokú pontban. RU Потребляемая мощность, измеренная в точке наибольшей эффективности. (11, 1392, 1301, 1438)
additional-value: 588.7 (1447, 1359, 1494, 1379)
additional-symbol (1314, 1389, 1417, 1444)
additional-row-description: DE Durchschnittliche Beleuchtungsstärke des Beleuchtungssystems auf der Kochoberfläche. EN Average illumination of the lighting system on the cooking surface. IT Illuminamento medio del sistema di illuminazione sulla superficie di cottura. FR Éclairement moyen du système d'éclairage sur la surface de cuisson. BG Средна осветеност, осигурявана от осветителната система върху повърхността за готвене. CZ Průměrné osvětlení varné plochy osvětlovacím systémem. HR Prosječno osvjetljenje sustava za osvjetljavanje površine za kuhanje. DK Belysningssystemets gennemsnitlige lysstyrke på kogefladen. ET Valgustussüsteemi keskmine valgustatus toiduvalmistamispinnal. FI Valaistusjärjestelmän keskimääräinen valaistusvoimakkuus keittopinnalla. EL Μέση φωτεινότητα του συστήματος φωτισμού στην επιφάνεια μαγειρέματος. LV Apgaismes sistēmas vidējais apgaismojums uz gatavošanas virsmas. LT Vidutinis apšvietimo sistemos apšvietimas ant gaminimo paviršiaus. NL Gemiddelde verlichting door het verlichtingssysteem op het kookoppervlak. PL Średnie natężenie oświetlenia zapewnianego przez system oświetlenia na powierzchni płyty grzejnej. PT Iluminância média produzida pelo sistema de iluminação na superfície de cozedura. RO Iluminarea medie a sistemului de iluminat pe suprafața de gătit. SK Priemerné osvetlenie varného povrchu systémom osvetlenia. SL Povprečna osvetljenost kuhalne površine z sistemom za osvetljevanje. ES Iluminancia media del sistema de iluminación en la superficie de cocción. SV Genomsnittlig belysning över kokytan. HU A világítórendszer által a főzőfelületen biztosított átlagos megvilágítás. RU Средняя яркость системы освещения направленного на рабочую поверхность. (11, 1499, 1299, 1546)
fiche-row (31, 253, 1629, 294)
fiche-row (31, 500, 1629, 575)
symbol-main: W (1344, 1406, 1362, 1426)
additional-value: 142.0 (1447, 1406, 1494, 1426)
additional-row (8, 1351, 1613, 1389)
fiche-unit: kWh/a (1548, 135, 1602, 157)
fiche-value: 69 (1412, 779, 1436, 801)
